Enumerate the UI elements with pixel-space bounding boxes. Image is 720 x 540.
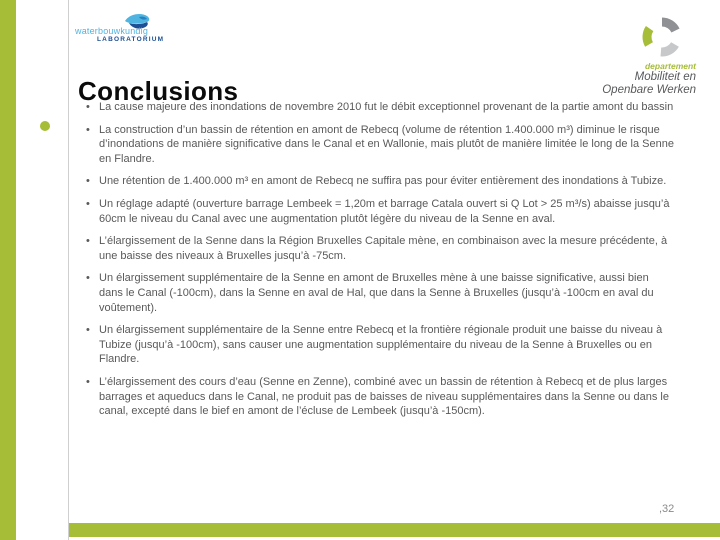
mow-departement-label: departement <box>644 61 696 71</box>
mow-mobiliteit-label: Mobiliteit en <box>634 71 696 83</box>
bullet-item: • Un élargissement supplémentaire de la Senne en amont de Bruxelles mène à une baisse significative, aussi bien dans le Canal (-100cm), dans la Senne en aval de Hal, que dans la Senne à Bruxelles (jusqu’à -100cm en aval du voûtement). <box>86 271 674 315</box>
bullet-item: • La construction d’un bassin de rétention en amont de Rebecq (volume de rétention 1.400.000 m³) diminue le risque d’inondations de manière significative dans le Canal et en Wallonie, mais plutôt de manière limitée le long de la Senne en Flandre. <box>86 123 674 167</box>
vertical-divider-line <box>68 0 69 540</box>
mow-pinwheel-icon <box>638 14 686 60</box>
bullet-item: • Un réglage adapté (ouverture barrage Lembeek = 1,20m et barrage Catala ouvert si Q Lot > 25 m³/s) abaisse jusqu’à 60cm le niveau du Canal avec une augmentation plutôt légère du niveau de la Senne en aval. <box>86 197 674 226</box>
mow-logo <box>576 14 696 96</box>
slide-title: Conclusions <box>78 76 239 107</box>
bullet-item: • L’élargissement de la Senne dans la Région Bruxelles Capitale mène, en combinaison avec la mesure précédente, à une baisse des niveaux à Bruxelles jusqu’à -75cm. <box>86 234 674 263</box>
conclusions-bullet-list <box>86 100 674 427</box>
bullet-item: • Une rétention de 1.400.000 m³ en amont de Rebecq ne suffira pas pour éviter entièrement des inondations à Tubize. <box>86 174 674 189</box>
bullet-item: • L’élargissement des cours d’eau (Senne en Zenne), combiné avec un bassin de rétention à Rebecq et de plus larges barrages et aqueducs dans le Canal, ne produit pas de baisses de niveau supplémentaires dans la Senne ou dans le canal, excepté dans le bief en amont de l’écluse de Lembeek (jusqu’à -150cm). <box>86 375 674 419</box>
laboratorium-label: LABORATORIUM <box>97 36 165 43</box>
waterbouwkundig-label: waterbouwkundig <box>75 26 149 36</box>
mow-openbare-werken-label: Openbare Werken <box>602 83 696 96</box>
bottom-accent-bar <box>69 523 720 537</box>
bullet-item: • La cause majeure des inondations de novembre 2010 fut le débit exceptionnel provenant de la partie amont du bassin <box>86 100 674 115</box>
waterbouwkundig-logo <box>75 12 185 48</box>
green-accent-dot <box>40 121 50 131</box>
page-number: ,32 <box>659 503 675 515</box>
left-accent-bar <box>0 0 16 540</box>
bullet-item: • Un élargissement supplémentaire de la Senne entre Rebecq et la frontière régionale produit une baisse du niveau à Tubize (jusqu’à -100cm), sans causer une augmentation supplémentaire du niveau de la Senne à Bruxelles ou en Flandre. <box>86 323 674 367</box>
